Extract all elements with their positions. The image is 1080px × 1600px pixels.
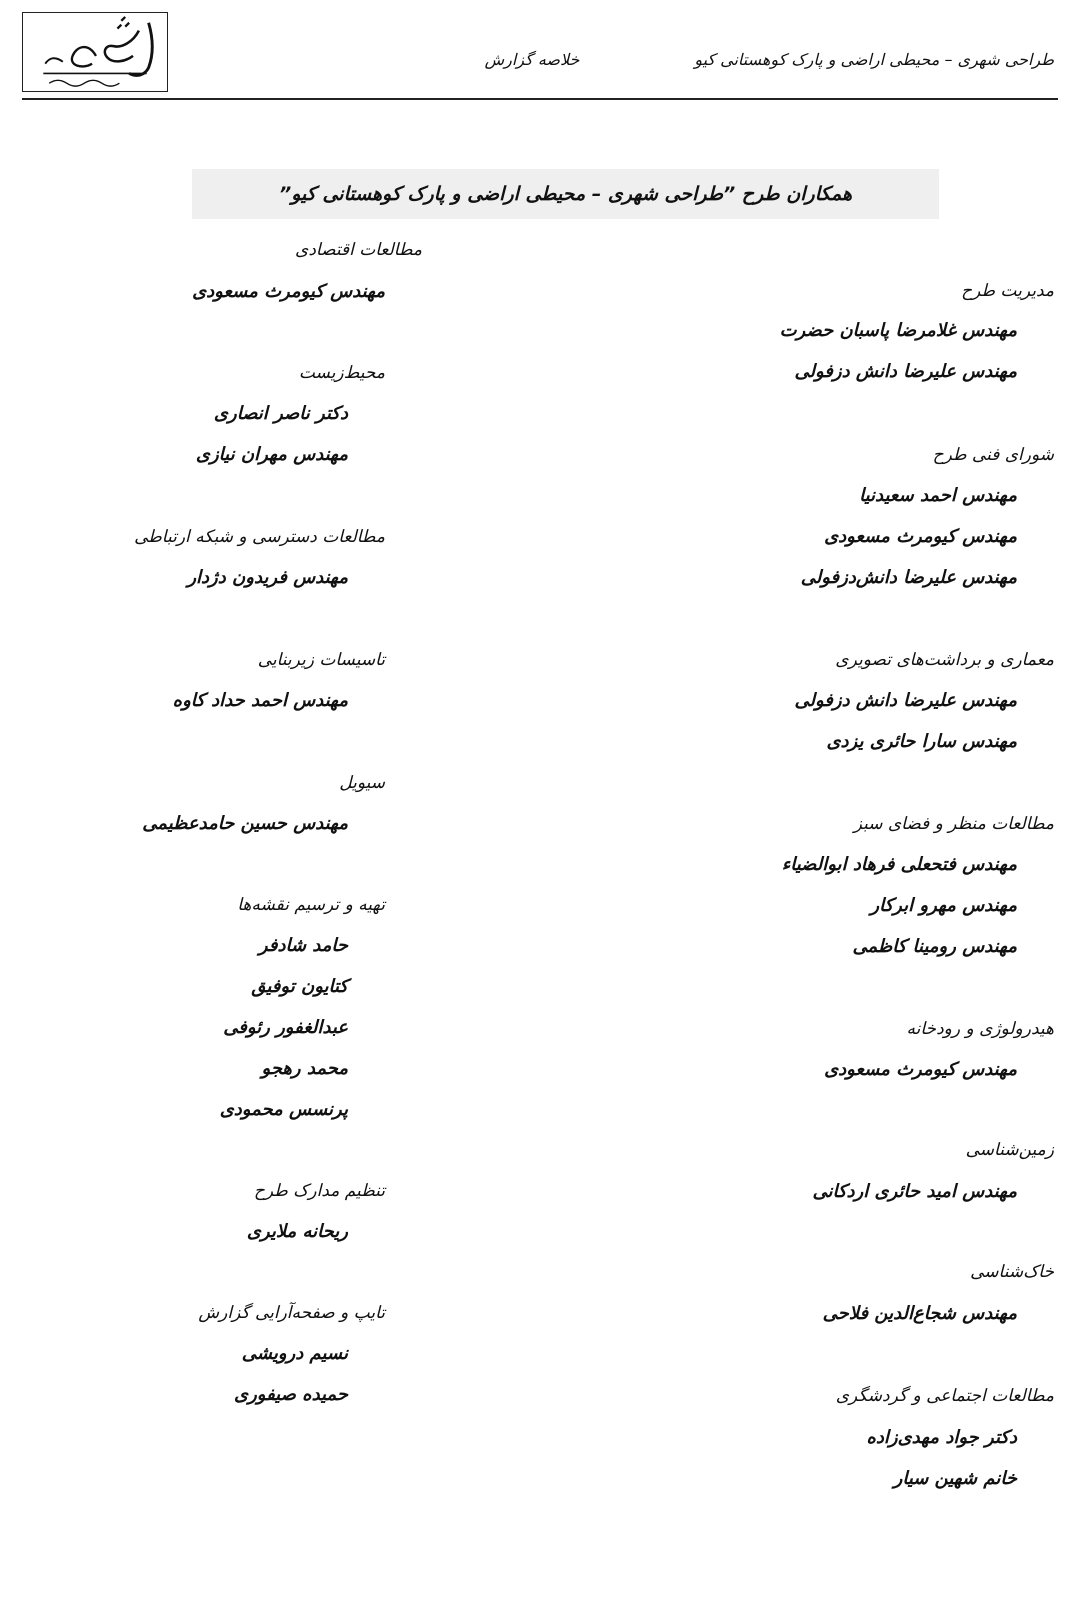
category-heading: مدیریت طرح (961, 281, 1054, 301)
left-column (0, 0, 422, 1600)
person-name: دکتر ناصر انصاری (213, 403, 348, 424)
document-title: همکاران طرح ”طراحی شهری – محیطی اراضی و پارک کوهستانی کیو” (192, 169, 939, 219)
person-name: حامد شادفر (258, 935, 348, 956)
person-name: مهندس مهران نیازی (195, 444, 348, 465)
right-column (634, 0, 1054, 1600)
category-heading: مطالعات اقتصادی (295, 240, 422, 260)
person-name: مهندس کیومرث مسعودی (192, 281, 385, 302)
person-name: مهندس رومینا کاظمی (852, 936, 1017, 957)
person-name: کتایون توفیق (251, 976, 348, 997)
person-name: مهندس فریدون دژدار (187, 567, 348, 588)
person-name: عبدالغفور رئوفی (223, 1017, 348, 1038)
category-heading: سیویل (339, 773, 385, 793)
category-heading: زمین‌شناسی (965, 1140, 1054, 1160)
person-name: مهندس علیرضا دانش دزفولی (794, 690, 1017, 711)
person-name: مهندس مهرو ابرکار (870, 895, 1017, 916)
person-name: مهندس احمد سعیدنیا (859, 485, 1017, 506)
category-heading: هیدرولوژی و رودخانه (906, 1019, 1054, 1039)
category-heading: تایپ و صفحه‌آرایی گزارش (198, 1303, 385, 1323)
category-heading: تاسیسات زیربنایی (257, 650, 385, 670)
category-heading: تنظیم مدارک طرح (253, 1181, 385, 1201)
person-name: مهندس کیومرث مسعودی (824, 526, 1017, 547)
category-heading: خاک‌شناسی (970, 1262, 1054, 1282)
person-name: نسیم درویشی (241, 1343, 348, 1364)
header-project-title: طراحی شهری – محیطی اراضی و پارک کوهستانی کیو (694, 50, 1054, 69)
person-name: مهندس سارا حائری یزدی (826, 731, 1017, 752)
person-name: مهندس علیرضا دانش دزفولی (794, 361, 1017, 382)
category-heading: شورای فنی طرح (932, 445, 1054, 465)
person-name: خانم شهین سیار (893, 1468, 1017, 1489)
person-name: ریحانه ملایری (246, 1221, 348, 1242)
person-name: مهندس امید حائری اردکانی (812, 1181, 1017, 1202)
person-name: حمیده صیفوری (233, 1384, 348, 1405)
header-summary-label: خلاصه گزارش (484, 50, 580, 69)
person-name: مهندس علیرضا دانش‌دزفولی (800, 567, 1017, 588)
category-heading: تهیه و ترسیم نقشه‌ها (237, 895, 385, 915)
category-heading: مطالعات دسترسی و شبکه ارتباطی (134, 527, 385, 547)
person-name: مهندس کیومرث مسعودی (824, 1059, 1017, 1080)
category-heading: معماری و برداشت‌های تصویری (835, 650, 1054, 670)
person-name: مهندس غلامرضا پاسبان حضرت (779, 320, 1017, 341)
category-heading: مطالعات اجتماعی و گردشگری (835, 1386, 1054, 1406)
person-name: مهندس شجاع‌الدین فلاحی (822, 1303, 1017, 1324)
person-name: محمد رهجو (261, 1058, 348, 1079)
person-name: مهندس احمد حداد کاوه (172, 690, 348, 711)
person-name: مهندس حسین حامدعظیمی (142, 813, 348, 834)
category-heading: مطالعات منظر و فضای سبز (853, 814, 1054, 834)
category-heading: محیط‌زیست (298, 363, 385, 383)
person-name: دکتر جواد مهدی‌زاده (866, 1427, 1017, 1448)
person-name: مهندس فتحعلی فرهاد ابوالضیاء (781, 854, 1017, 875)
person-name: پرنسس محمودی (219, 1099, 348, 1120)
